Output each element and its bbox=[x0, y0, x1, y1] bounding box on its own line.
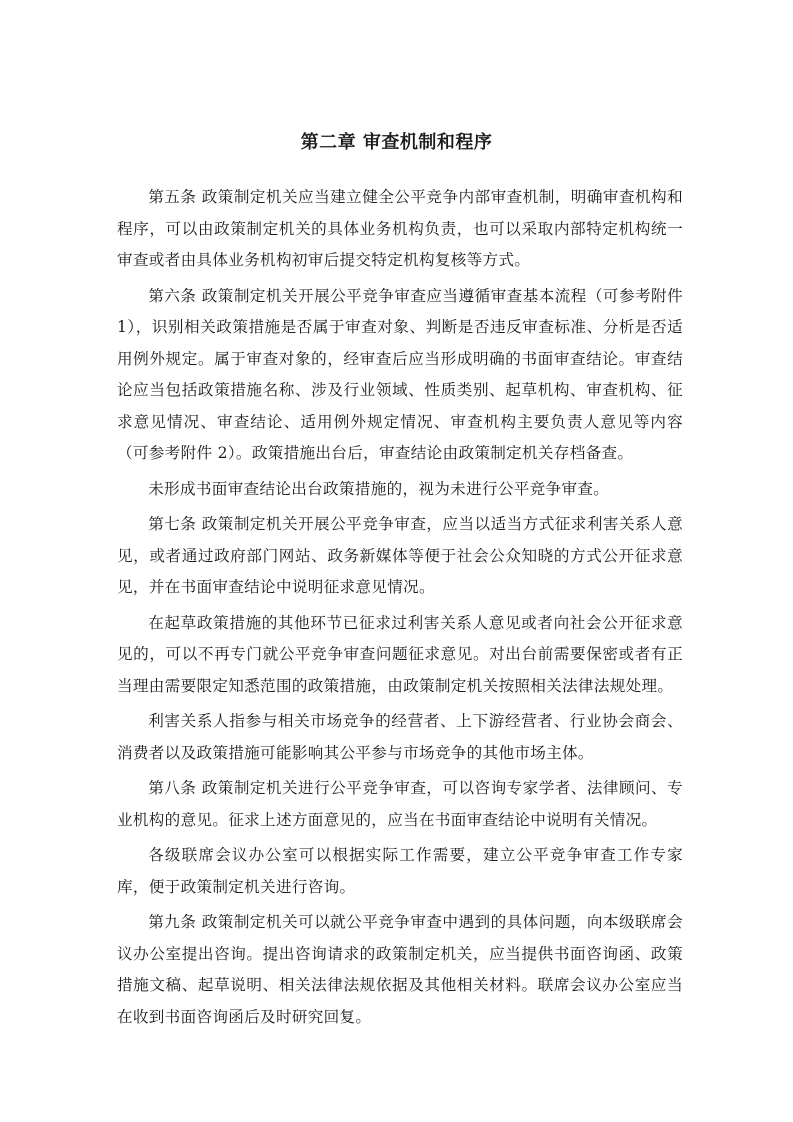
article-9-paragraph: 第九条 政策制定机关可以就公平竞争审查中遇到的具体问题，向本级联席会议办公室提出咨询。提出咨询请求的政策制定机关，应当提供书面咨询函、政策措施文稿、起草说明、相关法律法规依据及其他相关材料。联席会议办公室应当在收到书面咨询函后及时研究回复。 bbox=[117, 913, 683, 1026]
article-7-paragraph: 第七条 政策制定机关开展公平竞争审查，应当以适当方式征求利害关系人意见，或者通过政府部门网站、政务新媒体等便于社会公众知晓的方式公开征求意见，并在书面审查结论中说明征求意见情况。 bbox=[117, 515, 683, 596]
article-7-definition-paragraph: 利害关系人指参与相关市场竞争的经营者、上下游经营者、行业协会商会、消费者以及政策措施可能影响其公平参与市场竞争的其他市场主体。 bbox=[117, 712, 683, 762]
article-8-second-paragraph: 各级联席会议办公室可以根据实际工作需要，建立公平竞争审查工作专家库，便于政策制定机关进行咨询。 bbox=[117, 846, 683, 896]
article-8-paragraph: 第八条 政策制定机关进行公平竞争审查，可以咨询专家学者、法律顾问、专业机构的意见。征求上述方面意见的，应当在书面审查结论中说明有关情况。 bbox=[117, 779, 683, 829]
chapter-title: 第二章 审查机制和程序 bbox=[300, 132, 493, 153]
article-6-note-paragraph: 未形成书面审查结论出台政策措施的，视为未进行公平竞争审查。 bbox=[148, 479, 610, 498]
article-7-second-paragraph: 在起草政策措施的其他环节已征求过利害关系人意见或者向社会公开征求意见的，可以不再专门就公平竞争审查问题征求意见。对出台前需要保密或者有正当理由需要限定知悉范围的政策措施，由政策制定机关按照相关法律法规处理。 bbox=[117, 613, 683, 695]
document-body bbox=[117, 182, 683, 1037]
article-5-paragraph: 第五条 政策制定机关应当建立健全公平竞争内部审查机制，明确审查机构和程序，可以由政策制定机关的具体业务机构负责，也可以采取内部特定机构统一审查或者由具体业务机构初审后提交特定机构复核等方式。 bbox=[117, 188, 683, 269]
article-6-paragraph: 第六条 政策制定机关开展公平竞争审查应当遵循审查基本流程（可参考附件 1），识别相关政策措施是否属于审查对象、判断是否违反审查标准、分析是否适用例外规定。属于审查对象的，经审查后应当形成明确的书面审查结论。审查结论应当包括政策措施名称、涉及行业领域、性质类别、起草机构、审查机构、征求意见情况、审查结论、适用例外规定情况、审查机构主要负责人意见等内容（可参考附件 2）。政策措施出台后，审查结论由政策制定机关存档备查。 bbox=[117, 286, 683, 462]
